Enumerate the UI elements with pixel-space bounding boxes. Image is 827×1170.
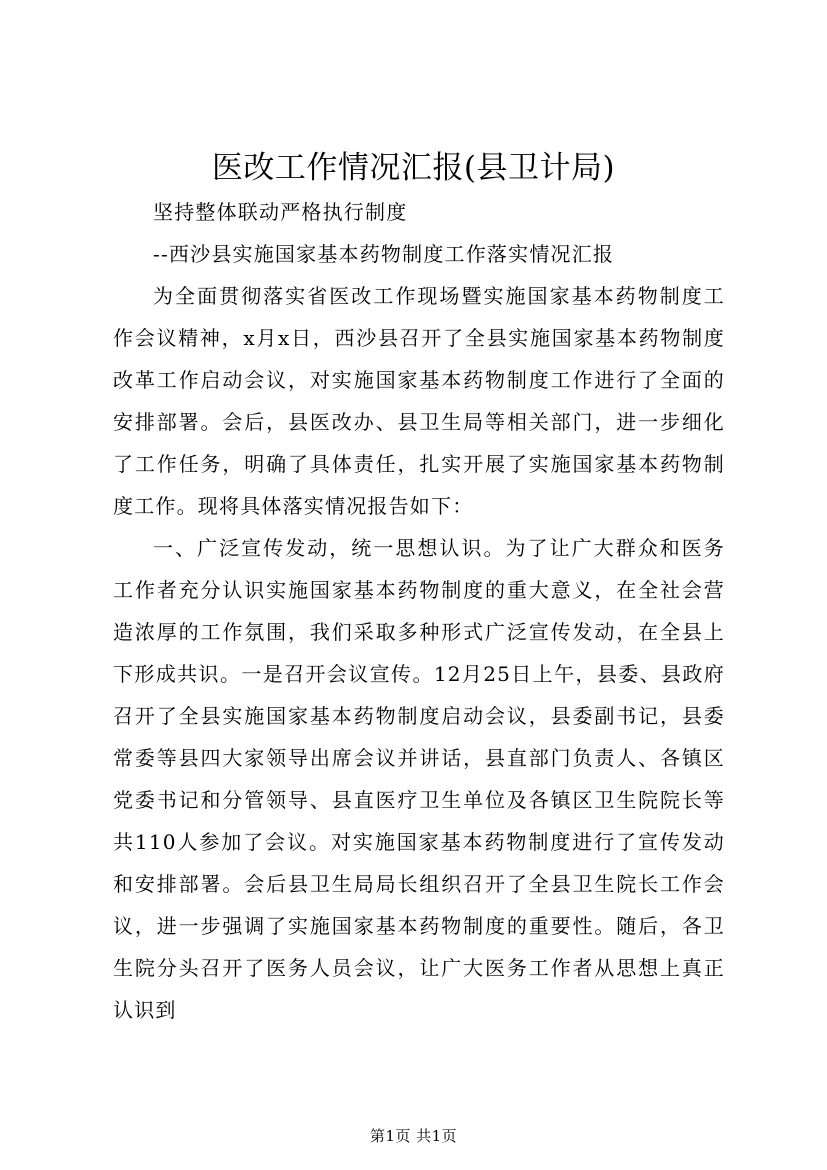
document-title: 医改工作情况汇报(县卫计局): [211, 150, 616, 186]
paragraph-section-one: 一、广泛宣传发动，统一思想认识。为了让广大群众和医务工作者充分认识实施国家基本药物制度的重大意义，在全社会营造浓厚的工作氛围，我们采取多种形式广泛宣传发动，在全县上下形成共识。一是召开会议宣传。12月25日上午，县委、县政府召开了全县实施国家基本药物制度启动会议，县委副书记，县委常委等县四大家领导出席会议并讲话，县直部门负责人、各镇区党委书记和分管领导、县直医疗卫生单位及各镇区卫生院院长等共110人参加了会议。对实施国家基本药物制度进行了宣传发动和安排部署。会后县卫生局局长组织召开了全县卫生院长工作会议，进一步强调了实施国家基本药物制度的重要性。随后，各卫生院分头召开了医务人员会议，让广大医务工作者从思想上真正认识到: [113, 536, 725, 1022]
document-subheading: --西沙县实施国家基本药物制度工作落实情况汇报: [153, 242, 615, 266]
page-footer: 第1页 共1页: [369, 1127, 458, 1145]
paragraph-intro: 为全面贯彻落实省医改工作现场暨实施国家基本药物制度工作会议精神，x月x日，西沙县召开了全县实施国家基本药物制度改革工作启动会议，对实施国家基本药物制度工作进行了全面的安排部署。会后，县医改办、县卫生局等相关部门，进一步细化了工作任务，明确了具体责任，扎实开展了实施国家基本药物制度工作。现将具体落实情况报告如下：: [113, 284, 725, 518]
document-body: [113, 191, 725, 1031]
document-subtitle: 坚持整体联动严格执行制度: [153, 200, 408, 224]
